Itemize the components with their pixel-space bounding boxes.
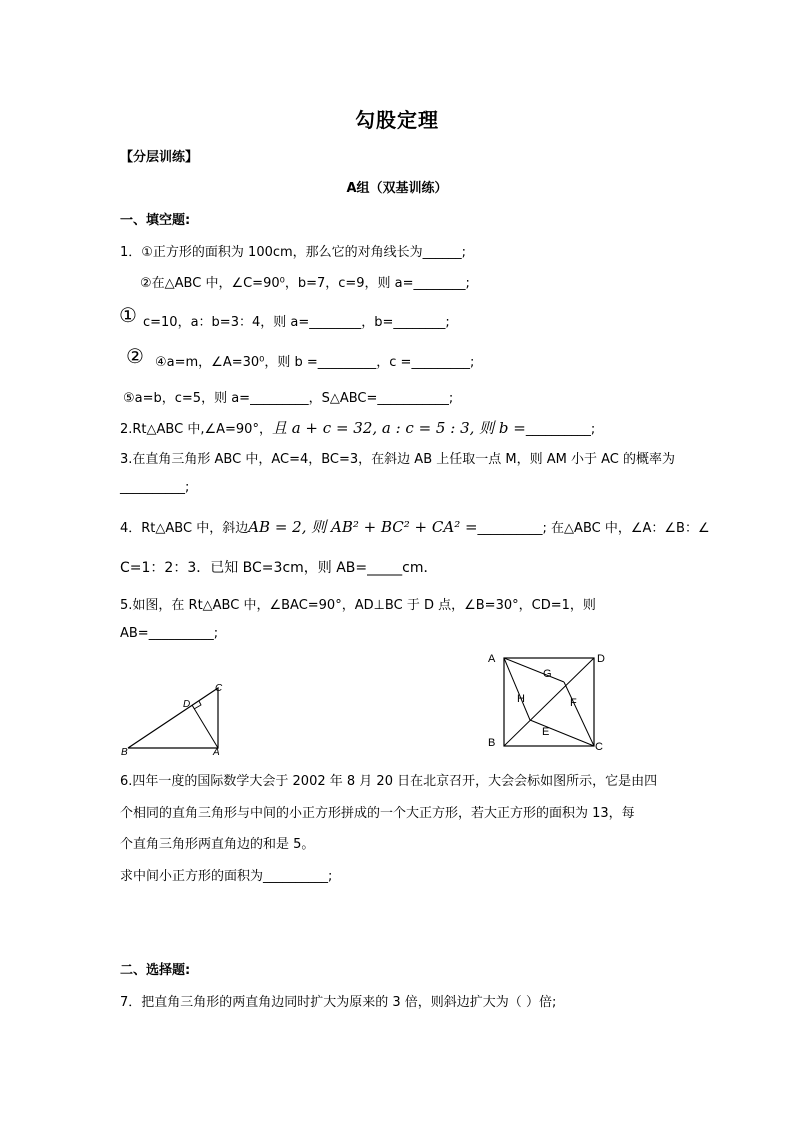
point-h-label: H <box>517 693 525 705</box>
question-2-text: 2.Rt△ABC 中,∠A=90°， <box>120 422 272 437</box>
question-1b: ②在△ABC 中，∠C=90⁰，b=7，c=9，则 a=________; <box>140 276 470 291</box>
question-4-line1 <box>120 516 710 537</box>
question-3-line2: __________; <box>120 480 190 495</box>
circled-two-mark: ② <box>126 344 144 368</box>
question-4-text: 4．Rt△ABC 中，斜边 <box>120 521 249 536</box>
inner-line-e <box>530 720 594 746</box>
vertex-c-label: C <box>215 683 223 694</box>
circled-one-mark: ① <box>119 303 137 327</box>
question-1a: 1．①正方形的面积为 100cm，那么它的对角线长为______; <box>120 245 467 260</box>
altitude-line <box>192 705 218 748</box>
point-d-label: D <box>183 699 191 710</box>
page-title: 勾股定理 <box>355 108 439 132</box>
point-b-label: B <box>488 737 496 749</box>
point-e-label: E <box>542 726 550 738</box>
question-5-line2: AB=__________; <box>120 626 219 641</box>
question-6-line1: 6.四年一度的国际数学大会于 2002 年 8 月 20 日在北京召开，大会会标如图所示，它是由四 <box>120 774 658 789</box>
vertex-b-label: B <box>121 747 128 758</box>
right-triangle-figure <box>118 678 238 758</box>
question-2-blank: __________; <box>525 422 596 437</box>
fill-in-heading: 一、填空题: <box>120 213 191 228</box>
question-5-line1: 5.如图，在 Rt△ABC 中，∠BAC=90°，AD⊥BC 于 D 点，∠B=30°，CD=1，则 <box>120 598 596 613</box>
square-logo-figure <box>482 648 612 754</box>
question-3-line1: 3.在直角三角形 ABC 中，AC=4，BC=3，在斜边 AB 上任取一点 M，则 AM 小于 AC 的概率为 <box>120 452 675 467</box>
question-2-formula: 且 a + c = 32, a : c = 5 : 3, 则 b = <box>271 419 526 437</box>
question-6-line4: 求中间小正方形的面积为__________; <box>120 869 333 884</box>
question-7: 7．把直角三角形的两直角边同时扩大为原来的 3 倍，则斜边扩大为（ ）倍; <box>120 995 557 1010</box>
point-d-label: D <box>597 653 605 665</box>
question-2 <box>120 417 595 438</box>
triangle-outline <box>128 688 218 748</box>
point-c-label: C <box>595 741 603 753</box>
section-tag: 【分层训练】 <box>120 150 199 165</box>
point-a-label: A <box>488 653 496 665</box>
choice-heading: 二、选择题: <box>120 963 191 978</box>
question-1c: c=10，a：b=3：4，则 a=________，b=________; <box>143 315 450 330</box>
question-6-line3: 个直角三角形两直角边的和是 5。 <box>120 837 315 852</box>
inner-line-f <box>564 682 594 746</box>
point-g-label: G <box>543 668 552 680</box>
question-4-tail: __________; 在△ABC 中，∠A：∠B：∠ <box>477 521 710 536</box>
group-title: A组（双基训练） <box>346 181 448 196</box>
question-1d: ④a=m，∠A=30⁰，则 b =_________，c =_________; <box>155 355 475 370</box>
question-4-line2: C=1：2：3．已知 BC=3cm，则 AB=_____cm． <box>120 560 438 576</box>
question-6-line2: 个相同的直角三角形与中间的小正方形拼成的一个大正方形，若大正方形的面积为 13，每 <box>120 806 635 821</box>
question-1e: ⑤a=b，c=5，则 a=_________，S△ABC=___________; <box>123 391 454 406</box>
question-4-formula: AB = 2, 则 AB² + BC² + CA² = <box>248 518 478 536</box>
vertex-a-label: A <box>213 747 220 758</box>
point-f-label: F <box>570 697 577 709</box>
